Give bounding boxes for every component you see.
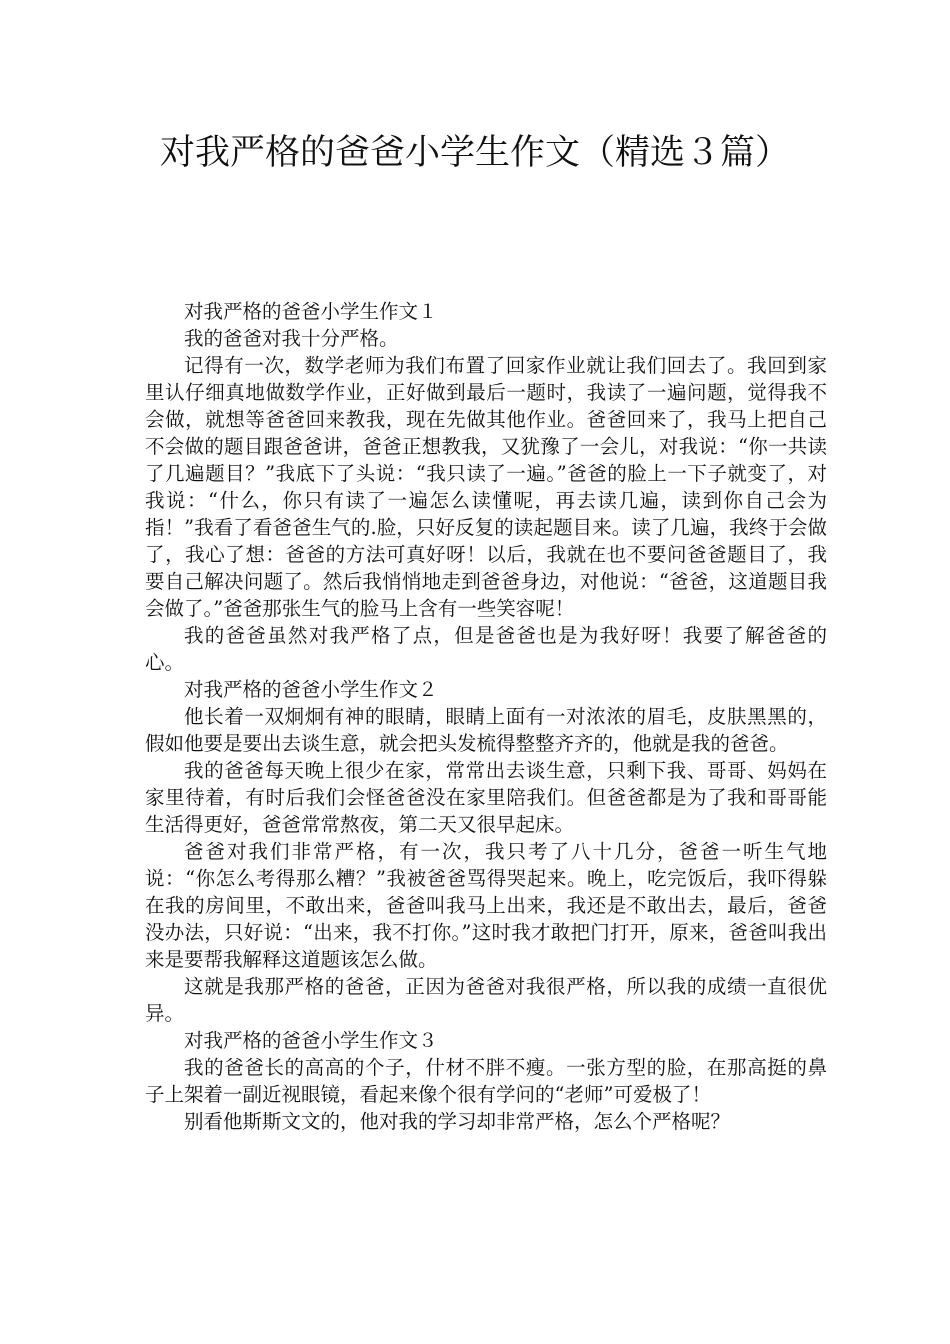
document-title: 对我严格的爸爸小学生作文（精选３篇） [159, 133, 790, 173]
paragraph: 爸爸对我们非常严格，有一次，我只考了八十几分，爸爸一听生气地说：“你怎么考得那么糟？”我被爸爸骂得哭起来。晚上，吃完饭后，我吓得躲在我的房间里，不敢出来，爸爸叫我马上出来，我还是不敢出去，最后，爸爸没办法，只好说：“出来，我不打你。”这时我才敢把门打开，原来，爸爸叫我出来是要帮我解释这道题该怎么做。 [145, 840, 827, 971]
paragraph: 这就是我那严格的爸爸，正因为爸爸对我很严格，所以我的成绩一直很优异。 [145, 975, 827, 1025]
paragraph: 别看他斯斯文文的，他对我的学习却非常严格，怎么个严格呢？ [184, 1110, 731, 1133]
paragraph: 我的爸爸长的高高的个子，什材不胖不瘦。一张方型的脸，在那高挺的鼻子上架着一副近视眼镜，看起来像个很有学问的“老师”可爱极了！ [145, 1056, 827, 1106]
paragraph: 他长着一双炯炯有神的眼睛，眼睛上面有一对浓浓的眉毛，皮肤黑黑的，假如他要是要出去谈生意，就会把头发梳得整整齐齐的，他就是我的爸爸。 [145, 705, 827, 755]
section-heading-3: 对我严格的爸爸小学生作文３ [184, 1029, 438, 1052]
section-heading-1: 对我严格的爸爸小学生作文１ [184, 300, 438, 323]
paragraph: 我的爸爸每天晚上很少在家，常常出去谈生意，只剩下我、哥哥、妈妈在家里待着，有时后我们会怪爸爸没在家里陪我们。但爸爸都是为了我和哥哥能生活得更好，爸爸常常熬夜，第二天又很早起床。 [145, 759, 827, 836]
paragraph: 我的爸爸对我十分严格。 [184, 327, 399, 350]
document-body [145, 298, 827, 1135]
paragraph: 我的爸爸虽然对我严格了点，但是爸爸也是为我好呀！我要了解爸爸的心。 [145, 624, 827, 674]
section-heading-2: 对我严格的爸爸小学生作文２ [184, 678, 438, 701]
paragraph: 记得有一次，数学老师为我们布置了回家作业就让我们回去了。我回到家里认仔细真地做数学作业，正好做到最后一题时，我读了一遍问题，觉得我不会做，就想等爸爸回来教我，现在先做其他作业。爸爸回来了，我马上把自己不会做的题目跟爸爸讲，爸爸正想教我，又犹豫了一会儿，对我说：“你一共读了几遍题目？”我底下了头说：“我只读了一遍。”爸爸的脸上一下子就变了，对我说：“什么，你只有读了一遍怎么读懂呢，再去读几遍，读到你自己会为指！”我看了看爸爸生气的.脸，只好反复的读起题目来。读了几遍，我终于会做了，我心了想：爸爸的方法可真好呀！以后，我就在也不要问爸爸题目了，我要自己解决问题了。然后我悄悄地走到爸爸身边，对他说：“爸爸，这道题目我会做了。”爸爸那张生气的脸马上含有一些笑容呢！ [145, 354, 827, 620]
